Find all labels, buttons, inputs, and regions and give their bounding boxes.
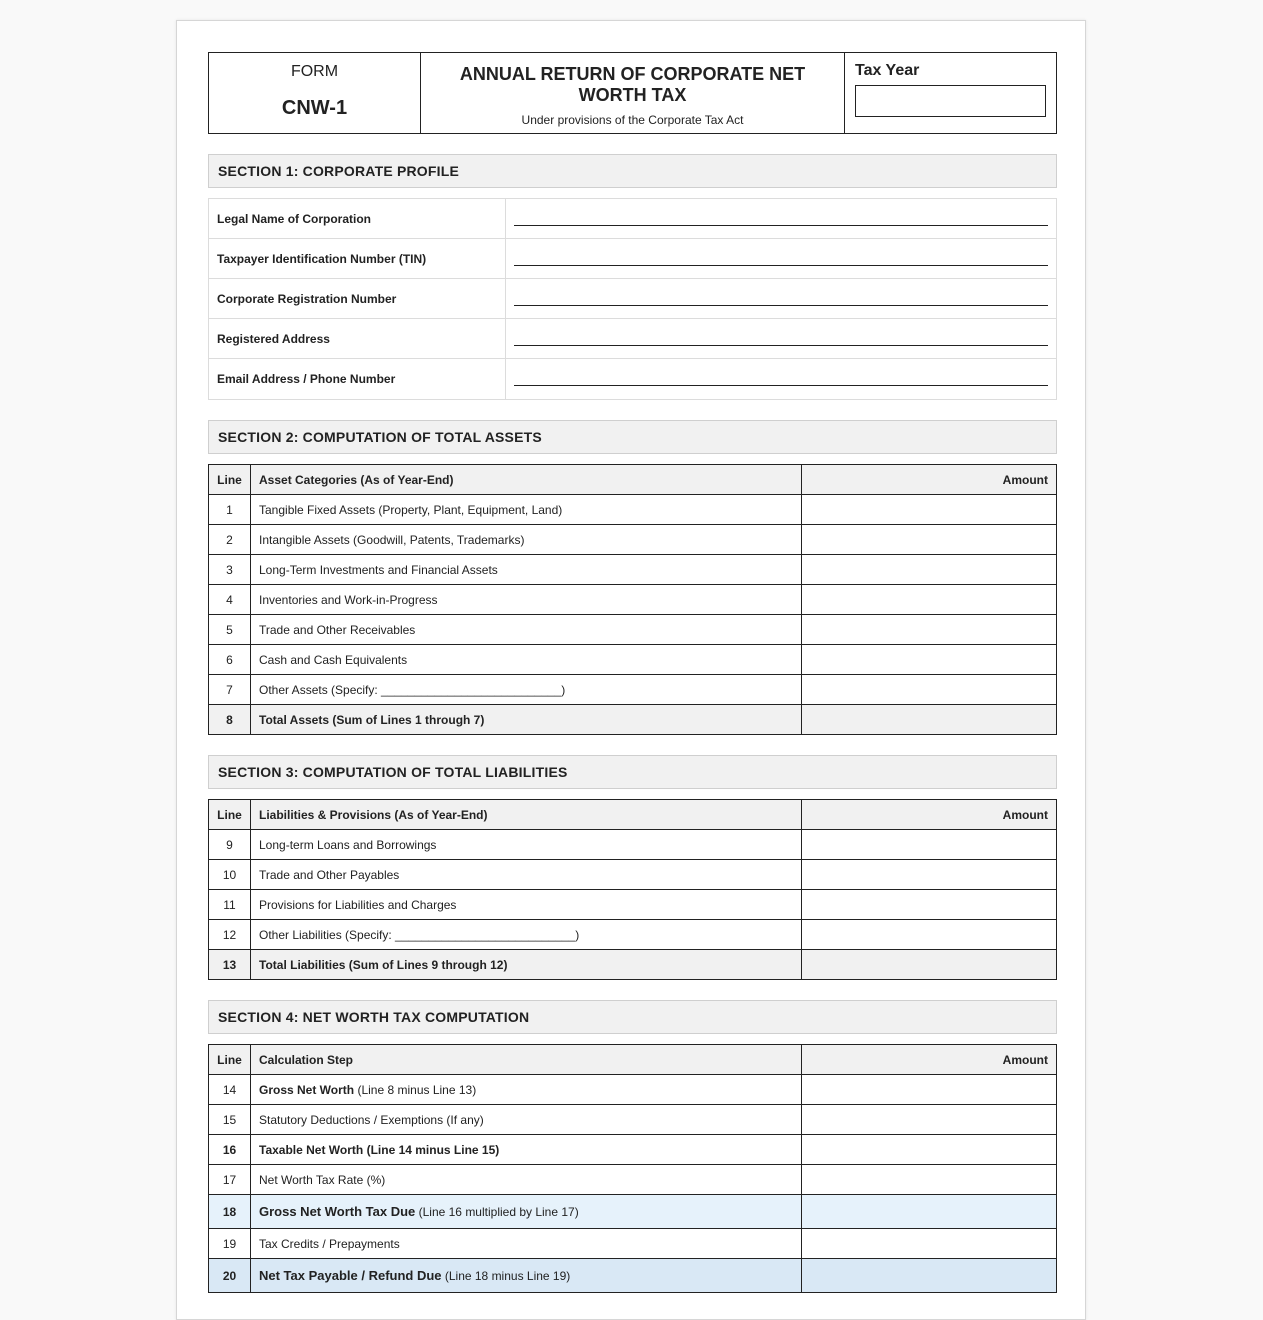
line-number: 5 [209, 615, 251, 645]
net-worth-tax-table [208, 1044, 1057, 1293]
line-number: 19 [209, 1229, 251, 1259]
line-description [251, 1229, 802, 1259]
amount-field[interactable] [802, 890, 1057, 920]
description-text: Statutory Deductions / Exemptions (If any) [259, 1112, 484, 1127]
tax-year-block [845, 53, 1056, 133]
description-text: (Line 16 multiplied by Line 17) [415, 1205, 579, 1219]
line-description: Intangible Assets (Goodwill, Patents, Trademarks) [251, 525, 802, 555]
amount-field[interactable] [802, 1229, 1057, 1259]
table-row [209, 1135, 1057, 1165]
table-row [209, 585, 1057, 615]
profile-row-contact [209, 359, 1056, 399]
table-row [209, 920, 1057, 950]
line-description: Total Assets (Sum of Lines 1 through 7) [251, 705, 802, 735]
table-row [209, 495, 1057, 525]
contact-field[interactable] [506, 359, 1056, 399]
registration-number-field[interactable] [506, 279, 1056, 318]
legal-name-field[interactable] [506, 199, 1056, 238]
line-description [251, 1075, 802, 1105]
line-description: Provisions for Liabilities and Charges [251, 890, 802, 920]
table-header-row [209, 800, 1057, 830]
total-liabilities-row [209, 950, 1057, 980]
line-number: 2 [209, 525, 251, 555]
line-number: 17 [209, 1165, 251, 1195]
line-description: Other Assets (Specify: ___________________________) [251, 675, 802, 705]
section-3-heading: SECTION 3: COMPUTATION OF TOTAL LIABILITIES [208, 755, 1057, 789]
profile-label: Email Address / Phone Number [209, 359, 506, 399]
tin-field[interactable] [506, 239, 1056, 278]
amount-field[interactable] [802, 525, 1057, 555]
gross-tax-due-row [209, 1195, 1057, 1229]
field-underline [514, 345, 1048, 346]
field-underline [514, 385, 1048, 386]
line-description [251, 1105, 802, 1135]
line-number: 7 [209, 675, 251, 705]
table-row [209, 615, 1057, 645]
amount-field[interactable] [802, 615, 1057, 645]
profile-row-registration [209, 279, 1056, 319]
corporate-profile-table [208, 198, 1057, 400]
profile-row-address [209, 319, 1056, 359]
amount-field[interactable] [802, 645, 1057, 675]
table-row [209, 1105, 1057, 1135]
table-row [209, 830, 1057, 860]
form-page [176, 20, 1086, 1320]
section-1-heading: SECTION 1: CORPORATE PROFILE [208, 154, 1057, 188]
table-row [209, 645, 1057, 675]
line-description: Long-Term Investments and Financial Assets [251, 555, 802, 585]
line-number: 10 [209, 860, 251, 890]
col-header-description: Calculation Step [251, 1045, 802, 1075]
profile-label: Registered Address [209, 319, 506, 358]
table-row [209, 675, 1057, 705]
amount-field[interactable] [802, 1135, 1057, 1165]
table-row [209, 1165, 1057, 1195]
form-id-block [209, 53, 421, 133]
line-description [251, 1259, 802, 1293]
line-description: Long-term Loans and Borrowings [251, 830, 802, 860]
line-number: 18 [209, 1195, 251, 1229]
line-description: Cash and Cash Equivalents [251, 645, 802, 675]
amount-field[interactable] [802, 1259, 1057, 1293]
line-number: 3 [209, 555, 251, 585]
line-number: 13 [209, 950, 251, 980]
col-header-amount: Amount [802, 1045, 1057, 1075]
profile-label: Corporate Registration Number [209, 279, 506, 318]
amount-field[interactable] [802, 860, 1057, 890]
field-underline [514, 305, 1048, 306]
form-label: FORM [290, 63, 339, 80]
amount-field[interactable] [802, 1105, 1057, 1135]
col-header-amount: Amount [802, 465, 1057, 495]
line-description: Other Liabilities (Specify: ___________________________) [251, 920, 802, 950]
amount-field[interactable] [802, 555, 1057, 585]
profile-label: Taxpayer Identification Number (TIN) [209, 239, 506, 278]
line-number: 8 [209, 705, 251, 735]
table-row [209, 555, 1057, 585]
col-header-description: Liabilities & Provisions (As of Year-End) [251, 800, 802, 830]
table-header-row [209, 465, 1057, 495]
tax-year-field[interactable] [855, 85, 1046, 117]
line-number: 1 [209, 495, 251, 525]
line-description [251, 1165, 802, 1195]
form-title: ANNUAL RETURN OF CORPORATE NET WORTH TAX [459, 64, 806, 105]
line-number: 14 [209, 1075, 251, 1105]
amount-field[interactable] [802, 675, 1057, 705]
description-text: Tax Credits / Prepayments [259, 1236, 400, 1251]
col-header-line: Line [209, 1045, 251, 1075]
description-emphasis: Gross Net Worth Tax Due [259, 1204, 416, 1219]
line-description: Total Liabilities (Sum of Lines 9 through 12) [251, 950, 802, 980]
table-header-row [209, 1045, 1057, 1075]
description-text: (Line 8 minus Line 13) [354, 1082, 477, 1097]
field-underline [514, 225, 1048, 226]
line-number: 6 [209, 645, 251, 675]
section-4-heading: SECTION 4: NET WORTH TAX COMPUTATION [208, 1000, 1057, 1034]
liabilities-table [208, 799, 1057, 980]
line-number: 12 [209, 920, 251, 950]
description-emphasis: Taxable Net Worth (Line 14 minus Line 15) [259, 1142, 500, 1157]
profile-row-tin [209, 239, 1056, 279]
description-emphasis: Net Tax Payable / Refund Due [259, 1268, 442, 1283]
form-subtitle: Under provisions of the Corporate Tax Act [521, 113, 744, 127]
table-row [209, 1075, 1057, 1105]
form-header [208, 52, 1057, 134]
amount-field[interactable] [802, 585, 1057, 615]
line-number: 9 [209, 830, 251, 860]
line-number: 16 [209, 1135, 251, 1165]
field-underline [514, 265, 1048, 266]
line-description: Tangible Fixed Assets (Property, Plant, Equipment, Land) [251, 495, 802, 525]
line-number: 11 [209, 890, 251, 920]
table-row [209, 860, 1057, 890]
form-title-block [421, 53, 845, 133]
address-field[interactable] [506, 319, 1056, 358]
amount-field[interactable] [802, 1075, 1057, 1105]
line-description: Trade and Other Payables [251, 860, 802, 890]
line-description: Inventories and Work-in-Progress [251, 585, 802, 615]
col-header-description: Asset Categories (As of Year-End) [251, 465, 802, 495]
amount-field[interactable] [802, 705, 1057, 735]
tax-year-label: Tax Year [855, 62, 920, 79]
amount-field[interactable] [802, 830, 1057, 860]
amount-field[interactable] [802, 950, 1057, 980]
line-number: 4 [209, 585, 251, 615]
assets-table [208, 464, 1057, 735]
col-header-line: Line [209, 465, 251, 495]
description-emphasis: Gross Net Worth [259, 1082, 355, 1097]
profile-label: Legal Name of Corporation [209, 199, 506, 238]
line-description [251, 1195, 802, 1229]
section-2-heading: SECTION 2: COMPUTATION OF TOTAL ASSETS [208, 420, 1057, 454]
table-row [209, 525, 1057, 555]
col-header-line: Line [209, 800, 251, 830]
total-assets-row [209, 705, 1057, 735]
amount-field[interactable] [802, 920, 1057, 950]
line-number: 20 [209, 1259, 251, 1293]
description-text: Net Worth Tax Rate (%) [259, 1172, 386, 1187]
table-row [209, 890, 1057, 920]
description-text: (Line 18 minus Line 19) [441, 1269, 571, 1283]
amount-field[interactable] [802, 495, 1057, 525]
profile-row-legal-name [209, 199, 1056, 239]
line-number: 15 [209, 1105, 251, 1135]
amount-field[interactable] [802, 1195, 1057, 1229]
form-number: CNW-1 [281, 97, 348, 119]
net-tax-payable-row [209, 1259, 1057, 1293]
col-header-amount: Amount [802, 800, 1057, 830]
line-description: Trade and Other Receivables [251, 615, 802, 645]
line-description [251, 1135, 802, 1165]
table-row [209, 1229, 1057, 1259]
amount-field[interactable] [802, 1165, 1057, 1195]
